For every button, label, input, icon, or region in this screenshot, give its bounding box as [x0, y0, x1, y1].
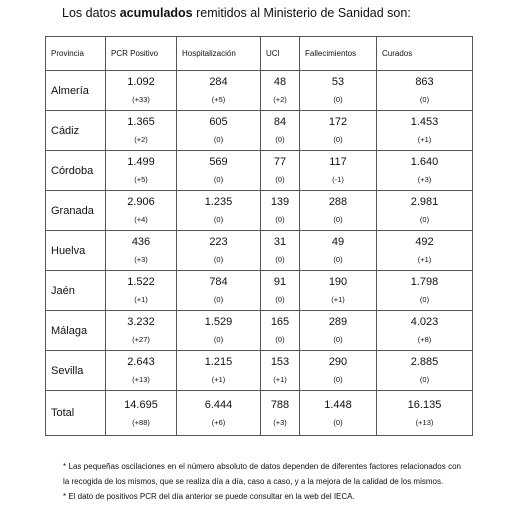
province-name: Granada — [46, 191, 106, 231]
cell-curados — [377, 111, 473, 151]
cell-value: 53 — [331, 76, 345, 88]
cell-delta: (0) — [213, 215, 224, 224]
cell-delta: (+88) — [132, 417, 150, 427]
covid-data-table — [45, 36, 473, 436]
cell-fallecimientos — [300, 151, 377, 191]
cell-value: 172 — [328, 116, 348, 128]
cell-delta: (0) — [419, 95, 430, 104]
table-row — [46, 71, 473, 111]
cell-delta: (0) — [213, 135, 224, 144]
cell-value: 84 — [273, 116, 287, 128]
province-name: Huelva — [46, 231, 106, 271]
cell-hospitalizacion — [177, 151, 261, 191]
cell-value: 1.798 — [410, 276, 439, 288]
cell-value: 1.529 — [204, 316, 233, 328]
cell-value: 289 — [328, 316, 348, 328]
cell-value: 288 — [328, 196, 348, 208]
province-name: Jaén — [46, 271, 106, 311]
cell-fallecimientos — [300, 71, 377, 111]
cell-pcr-positivo — [106, 271, 177, 311]
cell-value: 1.092 — [127, 76, 155, 88]
cell-value: 49 — [331, 236, 345, 248]
cell-delta: (+6) — [211, 417, 226, 427]
cell-delta: (0) — [419, 295, 430, 304]
cell-delta: (0) — [213, 295, 224, 304]
cell-delta: (+5) — [134, 175, 148, 184]
province-name: Almería — [46, 71, 106, 111]
cell-pcr-positivo — [106, 351, 177, 391]
cell-delta: (+8) — [417, 335, 432, 344]
cell-delta: (0) — [213, 255, 224, 264]
cell-curados — [377, 231, 473, 271]
cell-hospitalizacion — [177, 311, 261, 351]
cell-fallecimientos — [300, 311, 377, 351]
cell-curados — [377, 191, 473, 231]
cell-value: 284 — [209, 76, 228, 88]
cell-value: 569 — [209, 156, 228, 168]
intro-heading-prefix: Los datos — [62, 6, 120, 20]
cell-hospitalizacion — [177, 71, 261, 111]
cell-delta: (+2) — [134, 135, 148, 144]
cell-hospitalizacion — [177, 231, 261, 271]
cell-delta: (0) — [333, 215, 343, 224]
cell-uci — [261, 231, 300, 271]
cell-delta: (0) — [333, 135, 343, 144]
footnote-oscillations: * Las pequeñas oscilaciones en el número absoluto de datos dependen de diferentes factores relacionados con la recogida de los mismos, que se realiza día a día, caso a caso, y a la mejora de la calidad de los mismos. — [63, 462, 461, 486]
cell-curados — [377, 71, 473, 111]
province-name: Córdoba — [46, 151, 106, 191]
cell-value: 1.640 — [410, 156, 439, 168]
cell-value: 605 — [209, 116, 228, 128]
cell-value: 2.981 — [410, 196, 439, 208]
table-row — [46, 151, 473, 191]
cell-uci — [261, 391, 300, 436]
cell-fallecimientos — [300, 271, 377, 311]
cell-delta: (+1) — [211, 375, 226, 384]
cell-curados — [377, 151, 473, 191]
cell-fallecimientos — [300, 111, 377, 151]
cell-hospitalizacion — [177, 111, 261, 151]
cell-value: 863 — [415, 76, 434, 88]
cell-value: 77 — [273, 156, 287, 168]
table-header-row — [46, 37, 473, 71]
cell-hospitalizacion — [177, 351, 261, 391]
cell-delta: (-1) — [332, 175, 344, 184]
cell-fallecimientos — [300, 391, 377, 436]
table-row — [46, 271, 473, 311]
table-row — [46, 111, 473, 151]
header-pcr-positivo: PCR Positivo — [106, 37, 177, 71]
cell-delta: (+1) — [134, 295, 148, 304]
cell-delta: (+4) — [134, 215, 148, 224]
cell-delta: (+1) — [331, 295, 345, 304]
cell-pcr-positivo — [106, 231, 177, 271]
cell-value: 14.695 — [124, 398, 158, 411]
cell-pcr-positivo — [106, 191, 177, 231]
cell-delta: (0) — [333, 417, 343, 427]
cell-value: 784 — [209, 276, 228, 288]
cell-delta: (+33) — [132, 95, 150, 104]
cell-delta: (0) — [419, 215, 430, 224]
header-fallecimientos: Fallecimientos — [300, 37, 377, 71]
cell-uci — [261, 71, 300, 111]
cell-fallecimientos — [300, 191, 377, 231]
cell-value: 1.453 — [410, 116, 439, 128]
cell-delta: (+1) — [417, 255, 432, 264]
cell-value: 1.215 — [204, 356, 233, 368]
table-row — [46, 231, 473, 271]
cell-delta: (+13) — [132, 375, 150, 384]
cell-curados — [377, 311, 473, 351]
cell-delta: (0) — [213, 175, 224, 184]
cell-value: 788 — [270, 398, 290, 411]
cell-delta: (0) — [333, 335, 343, 344]
header-uci: UCI — [261, 37, 300, 71]
cell-value: 2.643 — [127, 356, 155, 368]
cell-value: 1.448 — [324, 398, 352, 411]
cell-pcr-positivo — [106, 391, 177, 436]
cell-value: 6.444 — [204, 398, 233, 411]
footnotes — [63, 459, 461, 504]
cell-value: 290 — [328, 356, 348, 368]
cell-curados — [377, 351, 473, 391]
cell-delta: (0) — [275, 295, 285, 304]
cell-delta: (0) — [275, 335, 285, 344]
cell-uci — [261, 271, 300, 311]
province-name: Málaga — [46, 311, 106, 351]
cell-delta: (+3) — [134, 255, 148, 264]
footnote-pcr-ieca: * El dato de positivos PCR del día anterior se puede consultar en la web del IECA. — [63, 492, 355, 501]
cell-value: 492 — [415, 236, 434, 248]
table-row — [46, 351, 473, 391]
cell-uci — [261, 351, 300, 391]
cell-value: 139 — [270, 196, 290, 208]
cell-delta: (0) — [333, 255, 343, 264]
cell-delta: (0) — [275, 215, 285, 224]
cell-value: 153 — [270, 356, 290, 368]
province-name: Sevilla — [46, 351, 106, 391]
province-name: Cádiz — [46, 111, 106, 151]
cell-pcr-positivo — [106, 151, 177, 191]
cell-hospitalizacion — [177, 191, 261, 231]
cell-delta: (+1) — [417, 135, 432, 144]
cell-value: 2.906 — [127, 196, 155, 208]
cell-curados — [377, 391, 473, 436]
cell-delta: (+27) — [132, 335, 150, 344]
cell-value: 1.235 — [204, 196, 233, 208]
intro-heading-suffix: remitidos al Ministerio de Sanidad son: — [192, 6, 411, 20]
cell-value: 1.365 — [127, 116, 155, 128]
cell-delta: (0) — [275, 175, 285, 184]
cell-delta: (0) — [333, 375, 343, 384]
cell-uci — [261, 191, 300, 231]
cell-value: 4.023 — [410, 316, 439, 328]
table-row — [46, 191, 473, 231]
cell-value: 436 — [131, 236, 151, 248]
cell-value: 2.885 — [410, 356, 439, 368]
cell-value: 1.499 — [127, 156, 155, 168]
total-row — [46, 391, 473, 436]
cell-pcr-positivo — [106, 71, 177, 111]
header-hospitalizacion: Hospitalización — [177, 37, 261, 71]
intro-heading — [62, 6, 411, 20]
cell-hospitalizacion — [177, 271, 261, 311]
cell-value: 165 — [270, 316, 290, 328]
cell-delta: (+3) — [273, 417, 287, 427]
cell-value: 91 — [273, 276, 287, 288]
cell-delta: (0) — [333, 95, 343, 104]
cell-delta: (+3) — [417, 175, 432, 184]
cell-value: 117 — [329, 156, 347, 168]
cell-delta: (0) — [275, 135, 285, 144]
cell-value: 48 — [273, 76, 287, 88]
cell-delta: (0) — [419, 375, 430, 384]
table-row — [46, 311, 473, 351]
cell-delta: (+13) — [415, 417, 434, 427]
cell-fallecimientos — [300, 351, 377, 391]
cell-value: 16.135 — [407, 398, 442, 411]
cell-fallecimientos — [300, 231, 377, 271]
cell-curados — [377, 271, 473, 311]
cell-delta: (0) — [275, 255, 285, 264]
cell-pcr-positivo — [106, 311, 177, 351]
cell-value: 1.522 — [127, 276, 155, 288]
cell-hospitalizacion — [177, 391, 261, 436]
cell-uci — [261, 151, 300, 191]
cell-delta: (+5) — [211, 95, 226, 104]
cell-value: 223 — [209, 236, 228, 248]
cell-uci — [261, 311, 300, 351]
cell-delta: (+2) — [273, 95, 287, 104]
cell-pcr-positivo — [106, 111, 177, 151]
cell-value: 190 — [328, 276, 348, 288]
province-name: Total — [46, 391, 106, 436]
cell-value: 3.232 — [127, 316, 155, 328]
cell-delta: (0) — [213, 335, 224, 344]
header-provincia: Provincia — [46, 37, 106, 71]
header-curados: Curados — [377, 37, 473, 71]
intro-heading-bold: acumulados — [119, 6, 193, 20]
cell-uci — [261, 111, 300, 151]
cell-delta: (+1) — [273, 375, 287, 384]
cell-value: 31 — [273, 236, 287, 248]
